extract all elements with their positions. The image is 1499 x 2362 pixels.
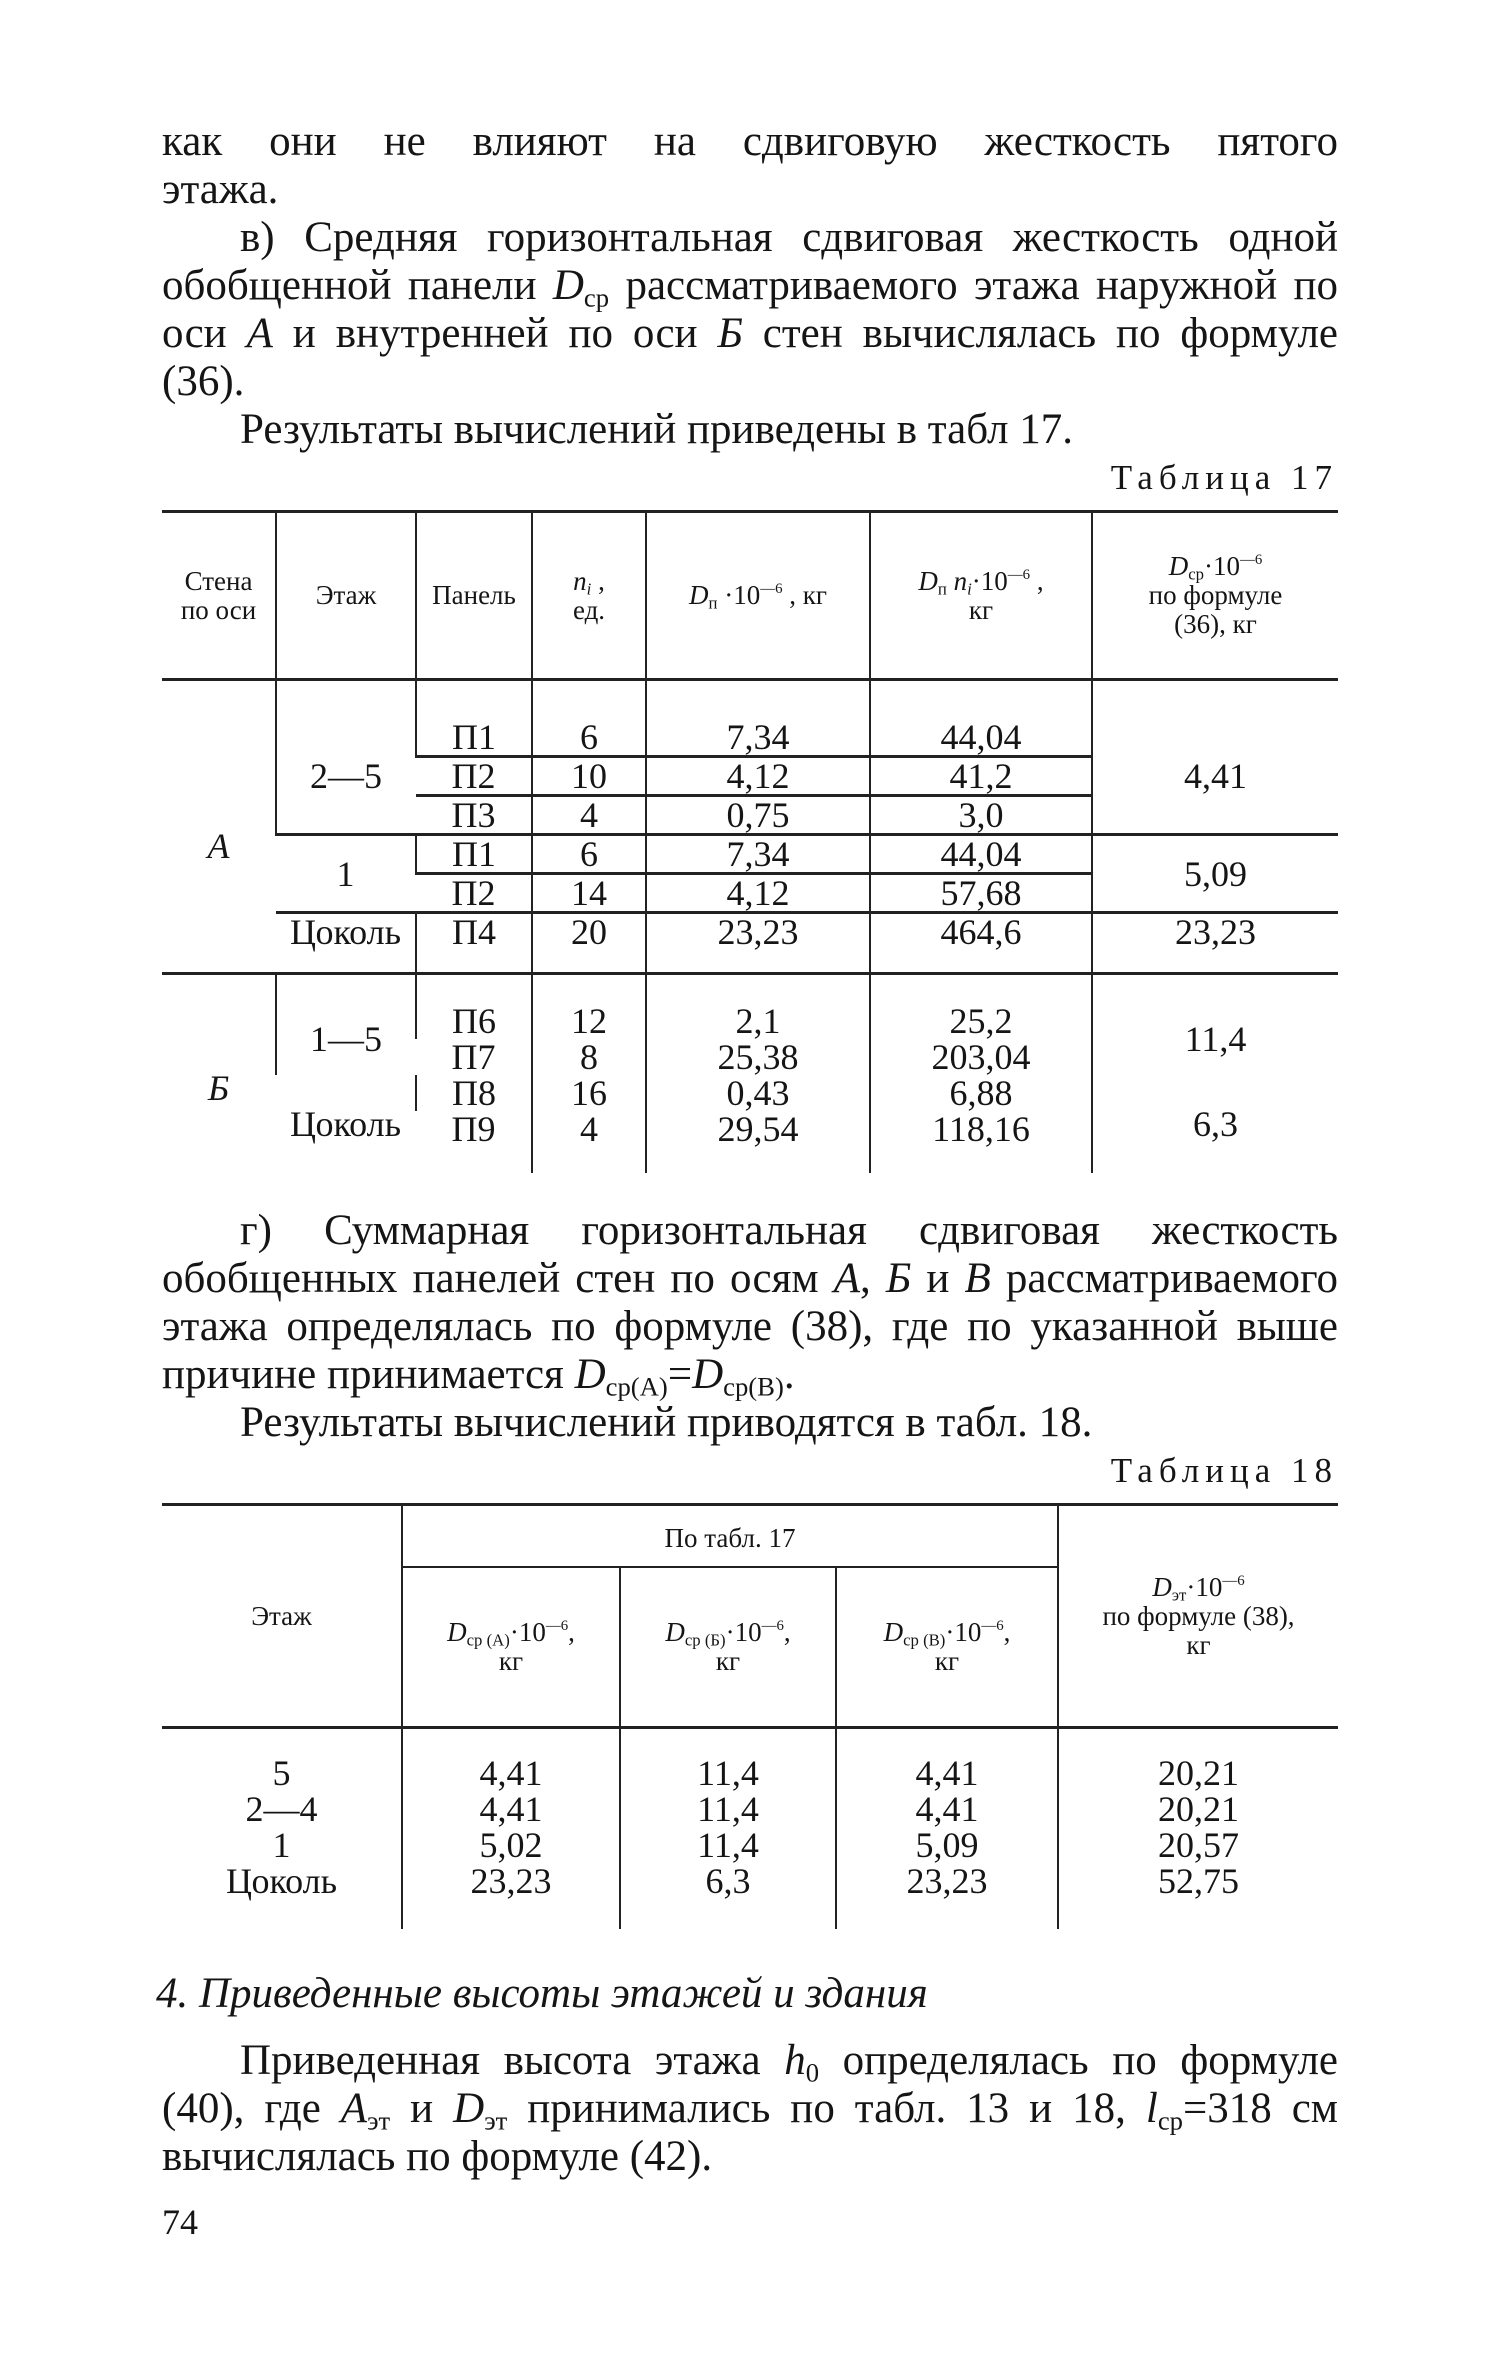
header-unit: кг [715, 1646, 741, 1676]
table-row [162, 974, 1338, 1040]
table-row [162, 835, 1338, 874]
table18-header-row [162, 1505, 1338, 1568]
dpni-cell: 44,04 [870, 680, 1092, 757]
header-dcp-v [836, 1567, 1058, 1728]
header-text: ·10 [971, 565, 1008, 596]
header-sup: —6 [1240, 551, 1263, 568]
text-run: =318 см вычислялась по формуле (42). [162, 2085, 1338, 2180]
panel-cell: П1 [416, 835, 532, 874]
header-axis [162, 512, 276, 680]
header-dcp-b [620, 1567, 836, 1728]
panel-cell: П9 [451, 1109, 496, 1149]
header-sup: —6 [1007, 566, 1031, 583]
axis-b: Б [717, 310, 743, 357]
panel-cell: П4 [416, 913, 532, 974]
header-sym: n [573, 565, 587, 596]
header-unit: кг [968, 594, 994, 625]
axis-v: В [964, 1255, 991, 1302]
table17-block-b [162, 974, 1338, 1174]
header-group: По табл. 17 [402, 1505, 1058, 1568]
value-cell: 23,23 [470, 1861, 552, 1901]
page-number: 74 [162, 2202, 198, 2242]
header-dcp-a [402, 1567, 620, 1728]
dcp-a-column [402, 1728, 620, 1930]
header-text: , [591, 565, 605, 596]
header-sup: —6 [761, 1617, 784, 1634]
table17-block-a [162, 680, 1338, 974]
dcp-cell: 11,4 [1092, 974, 1338, 1076]
floor-cell: 1—5 [276, 974, 416, 1076]
dp-cell: 23,23 [646, 913, 870, 974]
symbol-a: A [340, 2085, 368, 2132]
dpni-cell: 57,68 [870, 874, 1092, 913]
header-ni [532, 512, 646, 680]
panel-cell: П2 [416, 757, 532, 796]
dp-cell: 29,54 [646, 1111, 870, 1173]
dp-cell: 2,1 [646, 974, 870, 1040]
ni-cell: 16 [532, 1075, 646, 1111]
header-sub: эт [1171, 1585, 1187, 1605]
header-dp-ni [870, 512, 1092, 680]
header-sym: n [946, 565, 968, 596]
value-cell: 4,41 [479, 1789, 543, 1829]
panel-cell: П7 [451, 1037, 496, 1077]
text-run: стен вычислялась по формуле (36). [162, 310, 1338, 405]
text-run: , [860, 1255, 886, 1302]
header-text: ·10 [945, 1617, 982, 1647]
section-title: 4. Приведенные высоты этажей и здания [156, 1970, 928, 2017]
axis-cell: Б [207, 1068, 230, 1108]
value-cell: 20,21 [1158, 1753, 1239, 1793]
value-cell: 4,41 [915, 1753, 979, 1793]
dpni-cell: 203,04 [870, 1039, 1092, 1075]
text-run: рассматриваемого этажа определялась по формуле (38), где по указанной выше причине принимается [162, 1255, 1339, 1398]
value-cell: 23,23 [906, 1861, 988, 1901]
header-unit: ед. [572, 594, 606, 625]
header-unit: кг [934, 1646, 960, 1676]
floor-cell: 2—4 [245, 1789, 318, 1829]
dcp-cell: 4,41 [1092, 680, 1338, 835]
header-sym: D [1168, 551, 1189, 581]
subscript: ср [1157, 2105, 1183, 2136]
ni-cell: 6 [532, 835, 646, 874]
floor-column [162, 1728, 402, 1930]
header-text: кг [1186, 1629, 1211, 1660]
dpni-cell: 6,88 [870, 1075, 1092, 1111]
value-cell: 6,3 [705, 1861, 751, 1901]
dp-cell: 7,34 [646, 835, 870, 874]
header-sub: i [586, 579, 592, 599]
ni-cell: 14 [532, 874, 646, 913]
paragraph-top-line2: этажа. [162, 166, 279, 213]
header-text: по формуле [1148, 580, 1283, 610]
subscript: ср [583, 282, 610, 313]
dcp-cell: 23,23 [1092, 913, 1338, 974]
ni-cell: 10 [532, 757, 646, 796]
table17-header-row [162, 512, 1338, 680]
dpni-cell: 118,16 [870, 1111, 1092, 1173]
value-cell: 20,21 [1158, 1789, 1239, 1829]
subscript: 0 [805, 2057, 820, 2088]
value-cell: 11,4 [697, 1753, 759, 1793]
dp-cell: 0,43 [646, 1075, 870, 1111]
value-cell: 4,41 [479, 1753, 543, 1793]
header-sub: ср (А) [466, 1630, 510, 1650]
header-text: Стена [184, 565, 253, 596]
floor-cell: Цоколь [276, 913, 416, 974]
floor-cell: 2—5 [276, 680, 416, 835]
value-cell: 5,09 [915, 1825, 979, 1865]
header-panel: Панель [416, 512, 532, 680]
ni-cell: 8 [532, 1039, 646, 1075]
ni-cell: 4 [532, 796, 646, 835]
text-run: рассматриваемого этажа наружной по оси [162, 262, 1338, 357]
subscript: ср(А) [605, 1371, 668, 1402]
table17-caption: Таблица 17 [1110, 458, 1338, 497]
header-text: по оси [180, 594, 257, 625]
text-run: определялась по формуле (40), где [162, 2037, 1338, 2132]
header-text: , [1030, 565, 1044, 596]
floor-cell: 1 [276, 835, 416, 913]
header-text: по формуле (38), [1102, 1600, 1295, 1631]
text-run: Приведенная высота этажа [240, 2037, 785, 2084]
paragraph-results-18: Результаты вычислений приводятся в табл. 18. [240, 1399, 1093, 1446]
table-row [162, 1075, 1338, 1111]
dpni-cell: 25,2 [870, 974, 1092, 1040]
dpni-cell: 3,0 [870, 796, 1092, 835]
header-sup: —6 [981, 1617, 1004, 1634]
header-dp [646, 512, 870, 680]
symbol-d: D [552, 262, 584, 309]
header-dcp [1092, 512, 1338, 680]
header-sub: ср [1188, 564, 1205, 584]
header-sym: D [883, 1617, 904, 1647]
paragraph-results-17: Результаты вычислений приведены в табл 17. [240, 406, 1073, 453]
dpni-cell: 41,2 [870, 757, 1092, 796]
panel-cell: П3 [416, 796, 532, 835]
header-floor: Этаж [276, 512, 416, 680]
text-run: и [911, 1255, 965, 1302]
panel-cell: П2 [416, 874, 532, 913]
paragraph-final [162, 2037, 1338, 2181]
subscript: эт [367, 2105, 391, 2136]
value-cell: 20,57 [1158, 1825, 1239, 1865]
header-sub: ср (В) [903, 1630, 946, 1650]
value-cell: 5,02 [479, 1825, 543, 1865]
subscript: ср(В) [723, 1371, 784, 1402]
text-run: в) Средняя горизонтальная сдвиговая жесткость одной обобщенной панели [162, 214, 1338, 309]
header-sym: D [1152, 1571, 1172, 1602]
header-sup: —6 [1222, 1572, 1245, 1589]
axis-b: Б [885, 1255, 912, 1302]
panel-cell: П8 [416, 1075, 532, 1111]
floor-cell: 1 [272, 1825, 291, 1865]
det-column [1058, 1728, 1338, 1930]
paragraph-g [162, 1207, 1339, 1402]
paragraph-top-line1: как они не влияют на сдвиговую жесткость пятого [162, 118, 1338, 165]
value-cell: 11,4 [697, 1789, 759, 1829]
text-run: г) Суммарная горизонтальная сдвиговая жесткость обобщенных панелей стен по осям [162, 1207, 1338, 1302]
dcp-b-column [620, 1728, 836, 1930]
dp-cell: 4,12 [646, 757, 870, 796]
header-sym: D [665, 1617, 685, 1647]
value-cell: 11,4 [697, 1825, 759, 1865]
header-unit: кг [498, 1646, 524, 1676]
dp-cell: 0,75 [646, 796, 870, 835]
table-18 [162, 1503, 1338, 1929]
symbol-d: D [574, 1351, 606, 1398]
dp-cell: 4,12 [646, 874, 870, 913]
header-text: ·10 [1204, 551, 1241, 581]
table-row [162, 913, 1338, 974]
text-run: и [390, 2085, 454, 2132]
table-row [162, 1728, 1338, 1930]
dp-cell: 7,34 [646, 680, 870, 757]
axis-a: А [246, 310, 273, 357]
header-sup: —6 [545, 1617, 569, 1634]
text-run: = [667, 1351, 693, 1398]
symbol-l: l [1145, 2085, 1158, 2132]
header-det [1058, 1505, 1338, 1728]
dpni-cell: 44,04 [870, 835, 1092, 874]
header-sub: ср (Б) [684, 1630, 726, 1650]
floor-cell: 5 [272, 1753, 291, 1793]
table-row [162, 680, 1338, 757]
axis-a: А [833, 1255, 861, 1302]
dcp-cell: 6,3 [1092, 1075, 1338, 1173]
header-text: , [783, 1617, 791, 1647]
header-text: , [1003, 1617, 1011, 1647]
header-text: ·10 [725, 1617, 762, 1647]
table18-caption: Таблица 18 [1110, 1451, 1338, 1490]
symbol-h: h [784, 2037, 806, 2084]
header-sym: D [447, 1617, 467, 1647]
header-text: ·10 [1186, 1571, 1223, 1602]
ni-cell: 12 [532, 974, 646, 1040]
dcp-cell: 5,09 [1092, 835, 1338, 913]
header-text: ·10 [509, 1617, 546, 1647]
header-sup: —6 [760, 580, 783, 597]
ni-cell: 6 [532, 680, 646, 757]
symbol-d: D [692, 1351, 724, 1398]
text-run: . [783, 1351, 795, 1398]
value-cell: 52,75 [1158, 1861, 1239, 1901]
floor-cell: Цоколь [225, 1861, 338, 1901]
header-sub: п [708, 593, 718, 613]
header-text: , кг [782, 580, 827, 610]
ni-cell: 4 [532, 1111, 646, 1173]
table-17 [162, 510, 1338, 1173]
ni-cell: 20 [532, 913, 646, 974]
header-text: , [568, 1617, 575, 1647]
header-floor: Этаж [162, 1505, 402, 1728]
paragraph-v [162, 214, 1338, 406]
text-run: принимались по табл. 13 и 18, [507, 2085, 1146, 2132]
panel-cell: П6 [416, 974, 532, 1040]
dp-cell: 25,38 [646, 1039, 870, 1075]
dpni-cell: 464,6 [870, 913, 1092, 974]
page [156, 118, 1339, 2243]
header-text: ·10 [717, 580, 761, 610]
panel-cell: П1 [416, 680, 532, 757]
subscript: эт [484, 2105, 508, 2136]
symbol-d: D [453, 2085, 485, 2132]
header-sub: п [937, 579, 947, 599]
floor-cell: Цоколь [289, 1104, 402, 1144]
axis-cell: А [162, 680, 276, 974]
header-sym: D [689, 580, 709, 610]
header-sub: i [967, 579, 972, 599]
dcp-v-column [836, 1728, 1058, 1930]
text-run: и внутренней по оси [272, 310, 718, 357]
header-text: (36), кг [1174, 609, 1257, 639]
header-sym: D [918, 565, 938, 596]
value-cell: 4,41 [915, 1789, 979, 1829]
